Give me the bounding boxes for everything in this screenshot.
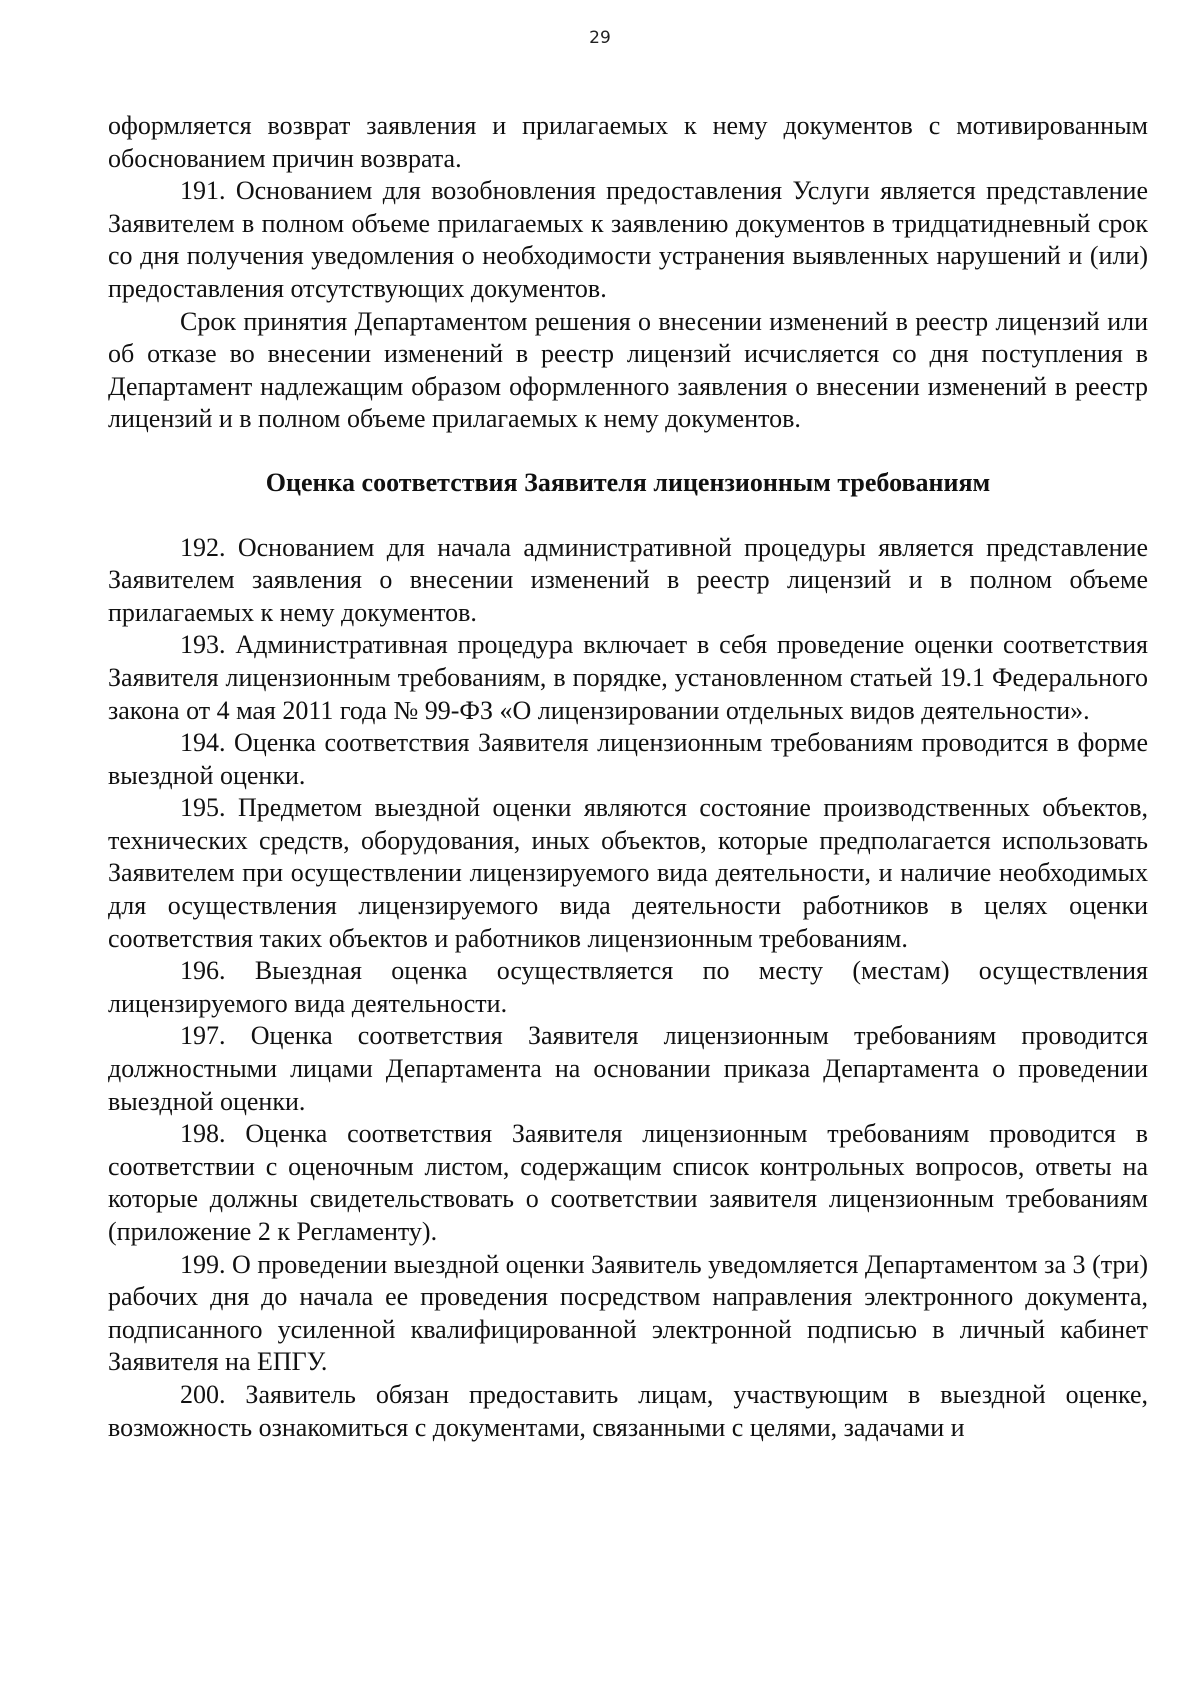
paragraph-199: 199. О проведении выездной оценки Заявитель уведомляется Департаментом за 3 (три) рабочих дня до начала ее проведения посредством направления электронного документа, подписанного усиленной квалифицированной электронной подписью в личный кабинет Заявителя на ЕПГУ. xyxy=(108,1249,1148,1377)
page-number: 29 xyxy=(589,28,611,48)
paragraph-195: 195. Предметом выездной оценки являются состояние производственных объектов, технических средств, оборудования, иных объектов, которые предполагается использовать Заявителем при осуществлении лицензируемого вида деятельности, и наличие необходимых для осуществления лицензируемого вида деятельности работников в целях оценки соответствия таких объектов и работников лицензионным требованиям. xyxy=(108,793,1148,953)
paragraph-194: 194. Оценка соответствия Заявителя лицензионным требованиям проводится в форме выездной оценки. xyxy=(108,728,1148,790)
paragraph-197: 197. Оценка соответствия Заявителя лицензионным требованиям проводится должностными лицами Департамента на основании приказа Департамента о проведении выездной оценки. xyxy=(108,1021,1148,1116)
paragraph-198: 198. Оценка соответствия Заявителя лицензионным требованиям проводится в соответствии с оценочным листом, содержащим список контрольных вопросов, ответы на которые должны свидетельствовать о соответствии заявителя лицензионным требованиям (приложение 2 к Регламенту). xyxy=(108,1119,1148,1246)
paragraph-continuation: оформляется возврат заявления и прилагаемых к нему документов с мотивированным обоснованием причин возврата. xyxy=(108,111,1148,173)
paragraph-deadline: Срок принятия Департаментом решения о внесении изменений в реестр лицензий или об отказе во внесении изменений в реестр лицензий исчисляется со дня поступления в Департамент надлежащим образом оформленного заявления о внесении изменений в реестр лицензий и в полном объеме прилагаемых к нему документов. xyxy=(108,306,1148,434)
paragraph-200: 200. Заявитель обязан предоставить лицам, участвующим в выездной оценке, возможность ознакомиться с документами, связанными с целями, задачами и xyxy=(108,1379,1148,1442)
paragraph-191: 191. Основанием для возобновления предоставления Услуги является представление Заявителем в полном объеме прилагаемых к заявлению документов в тридцатидневный срок со дня получения уведомления о необходимости устранения выявленных нарушений и (или) предоставления отсутствующих документов. xyxy=(108,176,1148,303)
paragraph-192: 192. Основанием для начала административной процедуры является представление Заявителем заявления о внесении изменений в реестр лицензий и в полном объеме прилагаемых к нему документов. xyxy=(108,532,1148,627)
document-body xyxy=(108,110,1148,1444)
section-heading: Оценка соответствия Заявителя лицензионным требованиям xyxy=(265,467,991,497)
paragraph-193: 193. Административная процедура включает в себя проведение оценки соответствия Заявителя лицензионным требованиям, в порядке, установленном статьей 19.1 Федерального закона от 4 мая 2011 года № 99-ФЗ «О лицензировании отдельных видов деятельности». xyxy=(108,630,1148,725)
paragraph-196: 196. Выездная оценка осуществляется по месту (местам) осуществления лицензируемого вида деятельности. xyxy=(108,956,1148,1018)
